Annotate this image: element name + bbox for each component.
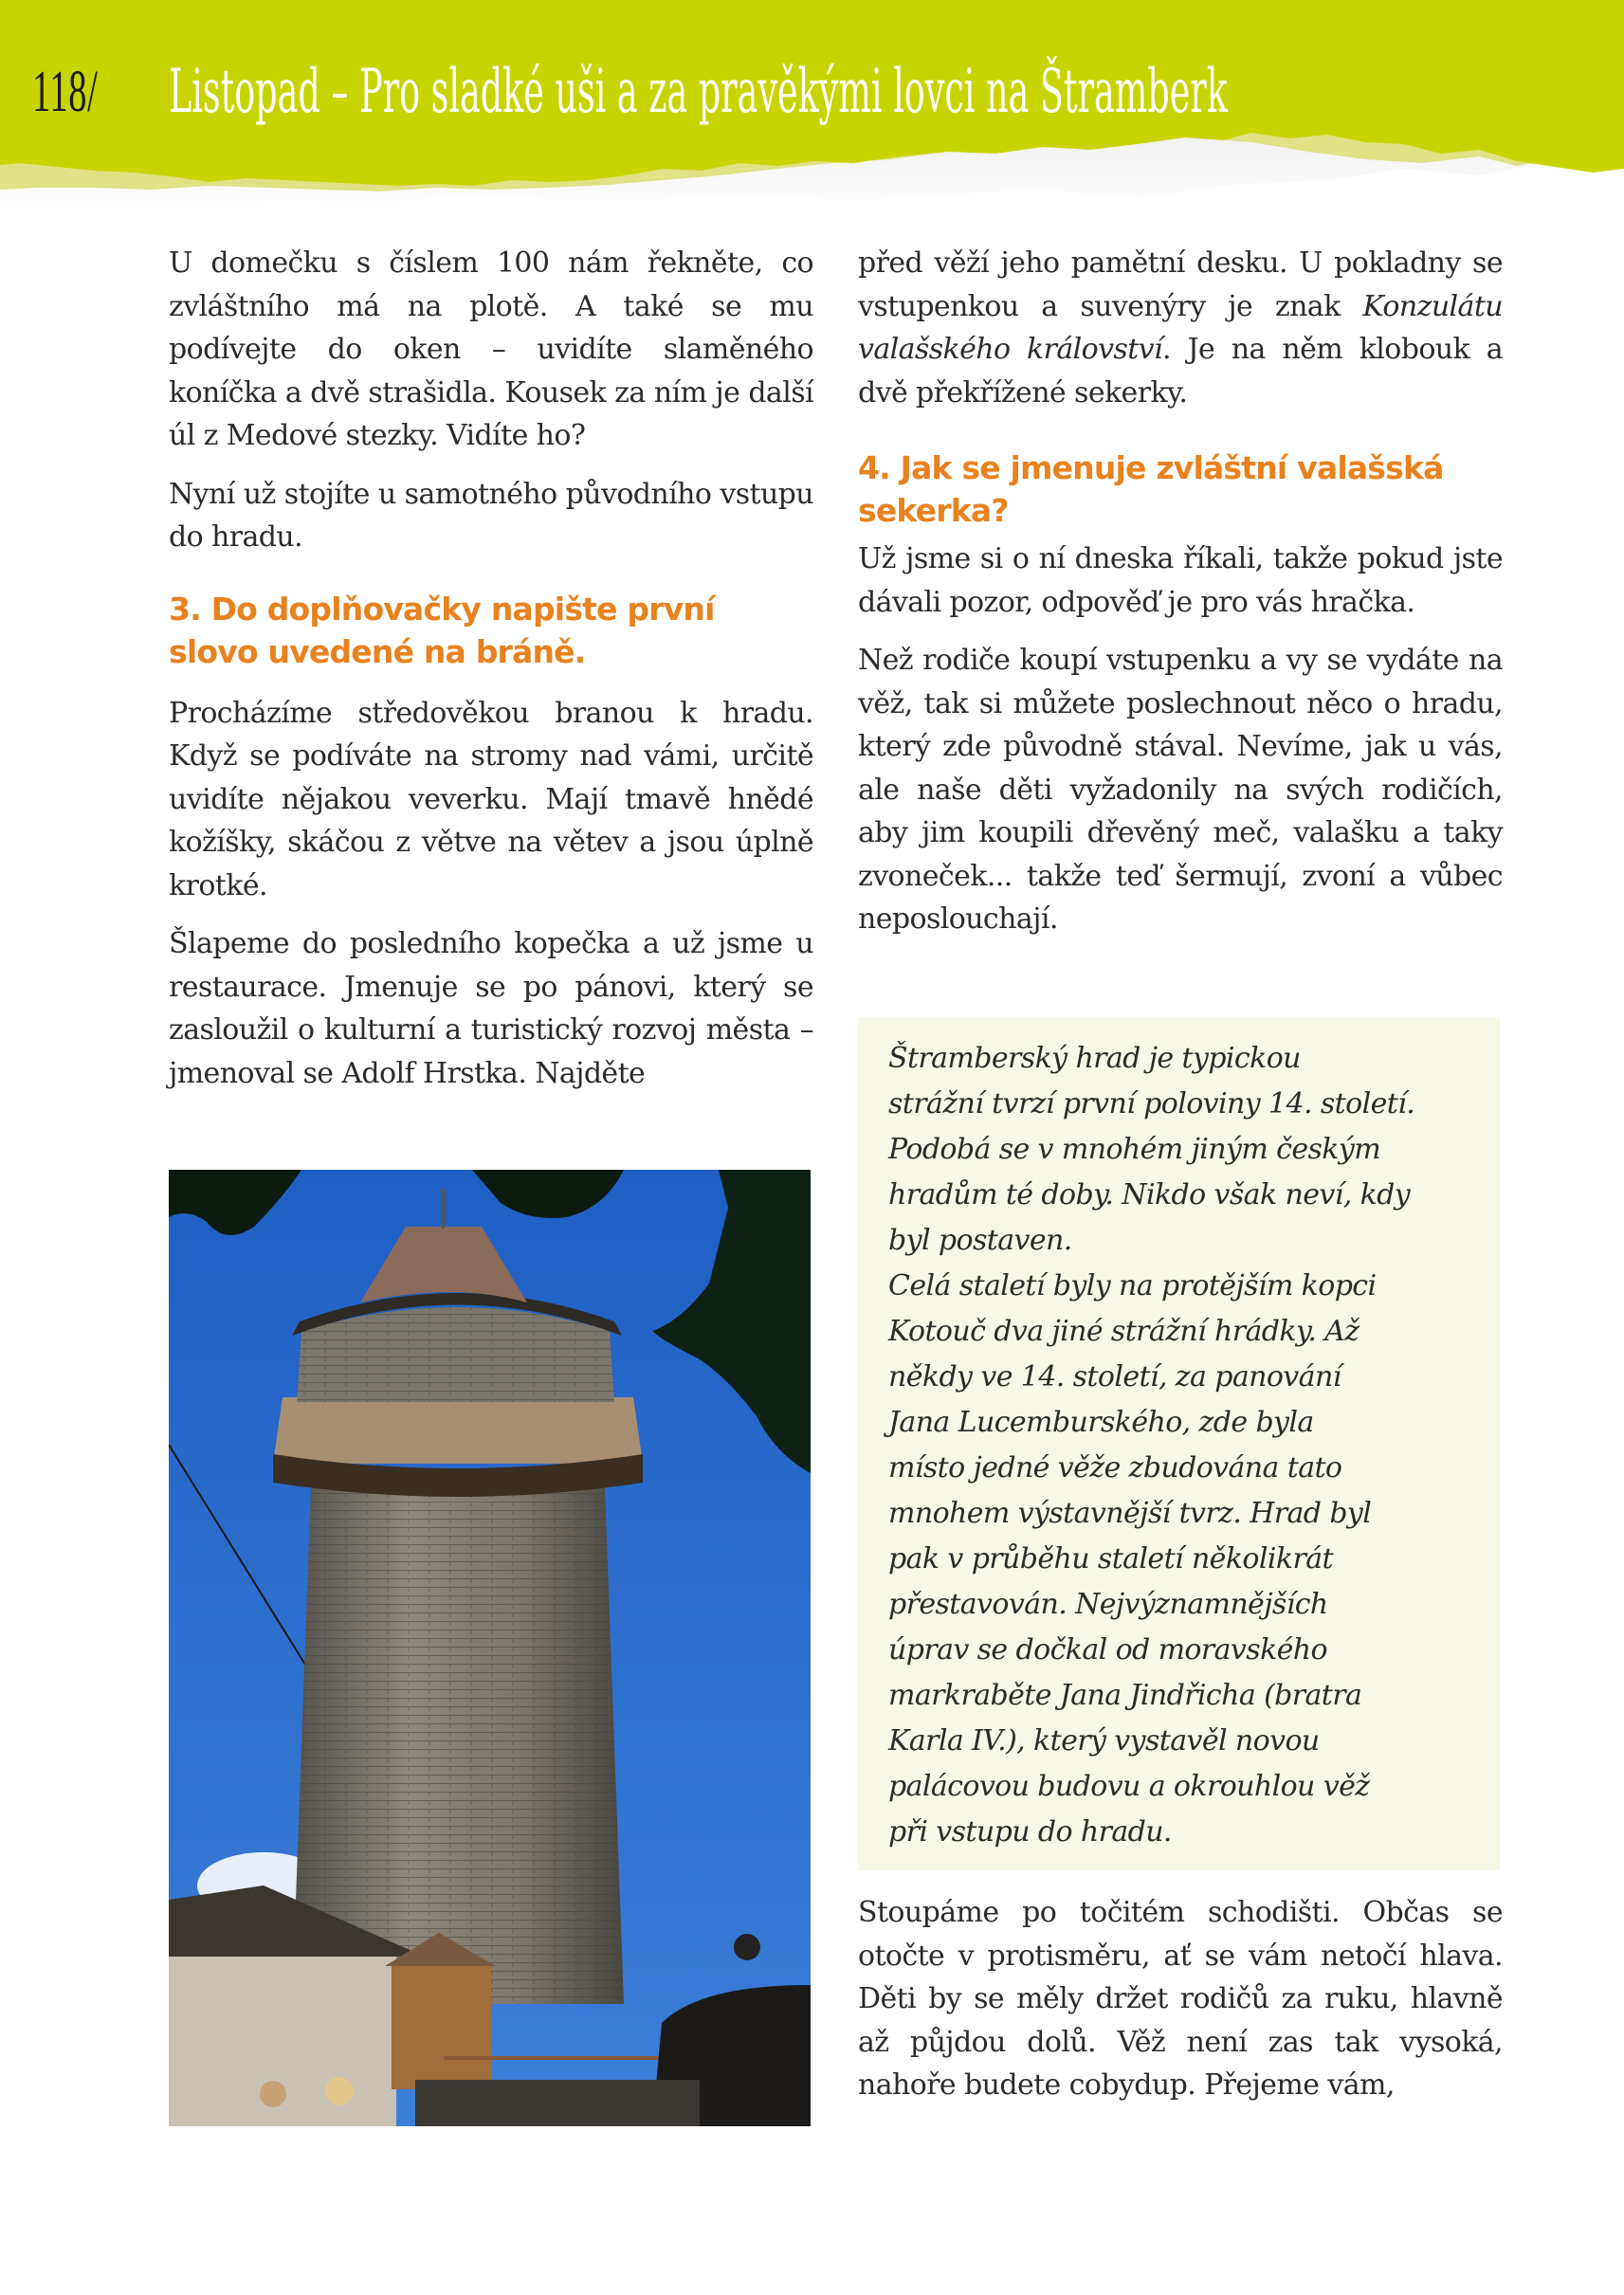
question-3-heading: 3. Do doplňovačky napište první slovo uvedené na bráně. [169, 590, 715, 670]
stone-wall-bottom [415, 2080, 700, 2126]
paragraph [858, 242, 1503, 414]
railing [444, 2056, 681, 2060]
callout-line: Celá staletí byly na protějším kopci [888, 1269, 1377, 1302]
callout-line: palácovou budovu a okrouhlou věž [888, 1770, 1370, 1803]
right-column-closing [858, 1891, 1503, 2122]
info-callout-box [858, 1017, 1500, 1870]
callout-line: hradům té doby. Nikdo však neví, kdy [888, 1178, 1411, 1211]
callout-line: místo jedné věže zbudována tato [888, 1451, 1342, 1484]
visitor [260, 2081, 286, 2107]
callout-line: Kotouč dva jiné strážní hrádky. Až [888, 1315, 1359, 1348]
upper-drum-masonry [297, 1307, 614, 1402]
page-title: Listopad – Pro sladké uši a za pravěkými lovci na Štramberk [169, 57, 1228, 127]
callout-line: Podobá se v mnohém jiným českým [888, 1133, 1381, 1166]
wooden-gallery [273, 1397, 643, 1464]
callout-line: strážní tvrzí první poloviny 14. století. [888, 1087, 1415, 1120]
lamp [734, 1934, 760, 1960]
left-column [169, 242, 813, 1110]
callout-line: při vstupu do hradu. [888, 1815, 1172, 1849]
callout-line: Štramberský hrad je typickou [888, 1042, 1301, 1075]
callout-line: Jana Lucemburského, zde byla [888, 1406, 1314, 1439]
question-4-heading: 4. Jak se jmenuje zvláštní valašská sekerka? [858, 449, 1444, 529]
text-run: . Je na něm klobouk a dvě překřížené sekerky. [858, 333, 1503, 410]
paragraph: Šlapeme do posledního kopečka a už jsme u restaurace. Jmenuje se po pánovi, který se zasloužil o kulturní a turistický rozvoj města – jmenoval se Adolf Hrstka. Najděte [169, 927, 813, 1090]
visitor [325, 2077, 354, 2105]
paragraph: Procházíme středověkou branou k hradu. Když se podíváte na stromy nad vámi, určitě uvidíte nějakou veverku. Mají tmavě hnědé kožíšky, skáčou z větve na větev a jsou úplně krotké. [169, 696, 813, 902]
roof-spike [442, 1189, 445, 1229]
page-number: 118/ [32, 60, 99, 124]
paragraph: Už jsme si o ní dneska říkali, takže pokud jste dávali pozor, odpověď je pro vás hračka. [858, 542, 1503, 619]
callout-line: byl postaven. [888, 1224, 1072, 1257]
emphasis: Konzulátu valašského království [858, 289, 1503, 366]
tower-photo [169, 1170, 811, 2126]
callout-line: pak v průběhu staletí několikrát [888, 1542, 1333, 1576]
callout-line: přestavován. Nejvýznamnějších [888, 1588, 1328, 1621]
callout-line: mnohem výstavnější tvrz. Hrad byl [888, 1497, 1372, 1530]
paragraph: Stoupáme po točitém schodišti. Občas se otočte v protisměru, ať se vám netočí hlava. Děti by se měly držet rodičů za ruku, hlavně až půjdou dolů. Věž není zas tak vysoká, nahoře budete cobydup. Přejeme vám, [858, 1896, 1503, 2102]
callout-line: Karla IV.), který vystavěl novou [888, 1724, 1320, 1758]
paragraph: U domečku s číslem 100 nám řekněte, co zvláštního má na plotě. A také se mu podívejte do oken – uvidíte slaměného koníčka a dvě strašidla. Kousek za ním je další úl z Medové stezky. Vidíte ho? [169, 246, 813, 452]
callout-line: úprav se dočkal od moravského [888, 1633, 1327, 1667]
callout-line: někdy ve 14. století, za panování [888, 1360, 1341, 1393]
paragraph: Než rodiče koupí vstupenku a vy se vydáte na věž, tak si můžete poslechnout něco o hradu, který zde původně stával. Nevíme, jak u vás, ale naše děti vyžadonily na svých rodičích, aby jim koupili dřevěný meč, valašku a taky zvoneček... takže teď šermují, zvoní a vůbec neposlouchají. [858, 644, 1503, 936]
wooden-door [392, 1966, 491, 2089]
page-header [0, 0, 1624, 218]
right-column [858, 242, 1503, 956]
text-run: před věží jeho pamětní desku. U pokladny se vstupenkou a suvenýry je znak [858, 246, 1503, 323]
paragraph: Nyní už stojíte u samotného původního vstupu do hradu. [169, 477, 813, 554]
callout-line: markraběte Jana Jindřicha (bratra [888, 1679, 1362, 1712]
tower-photo-illustration [169, 1170, 811, 2126]
